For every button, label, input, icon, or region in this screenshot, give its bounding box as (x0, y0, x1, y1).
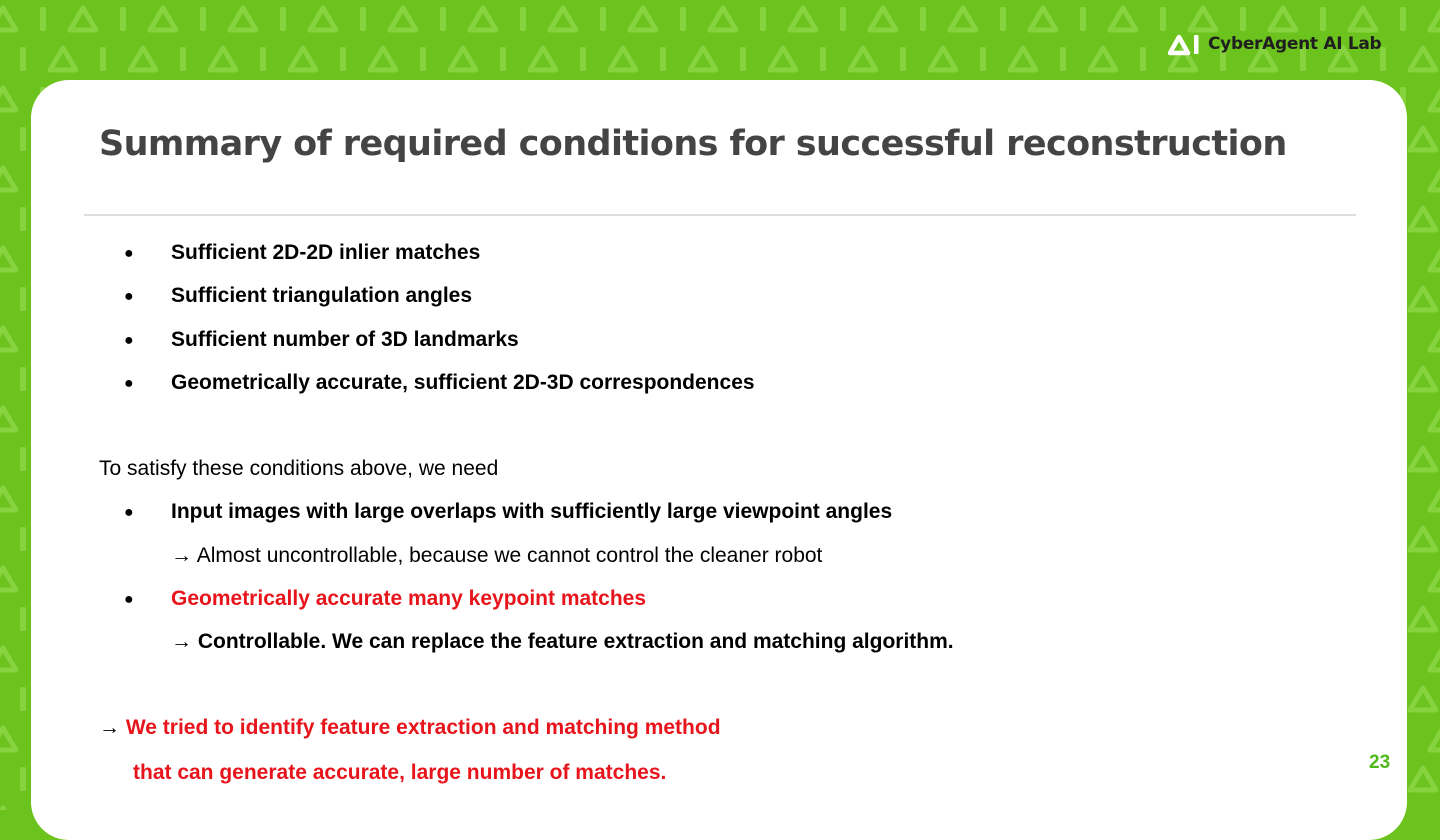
need-note (171, 629, 954, 655)
condition-item: Sufficient number of 3D landmarks (171, 328, 519, 351)
bullet-icon: ● (124, 245, 134, 262)
need-item: Input images with large overlaps with sufficiently large viewpoint angles (171, 500, 893, 523)
need-note (171, 543, 822, 569)
conclusion-line (99, 715, 721, 741)
need-item: Geometrically accurate many keypoint matches (171, 587, 647, 610)
page-number: 23 (1369, 752, 1391, 773)
conclusion-text: that can generate accurate, large number of matches. (133, 761, 667, 784)
bullet-icon: ● (124, 375, 134, 392)
bullet-icon: ● (124, 504, 134, 521)
arrow-icon: → (171, 544, 192, 567)
brand-logo (1168, 32, 1381, 56)
condition-item: Sufficient 2D-2D inlier matches (171, 241, 481, 264)
title-divider (84, 214, 1356, 216)
brand-name: CyberAgent AI Lab (1208, 34, 1382, 54)
bullet-icon: ● (124, 332, 134, 349)
condition-item: Geometrically accurate, sufficient 2D-3D correspondences (171, 371, 755, 394)
slide-title: Summary of required conditions for successful reconstruction (99, 124, 1287, 164)
cyberagent-logo-icon (1168, 32, 1202, 56)
bullet-icon: ● (124, 591, 134, 608)
need-note-text: Almost uncontrollable, because we cannot control the cleaner robot (196, 544, 823, 567)
condition-item: Sufficient triangulation angles (171, 284, 473, 307)
bullet-icon: ● (124, 288, 134, 305)
arrow-icon: → (99, 716, 120, 739)
need-note-text: Controllable. We can replace the feature extraction and matching algorithm. (197, 630, 954, 653)
conclusion-text: We tried to identify feature extraction and matching method (125, 716, 721, 739)
needs-intro: To satisfy these conditions above, we need (99, 457, 499, 480)
arrow-icon: → (171, 630, 192, 653)
